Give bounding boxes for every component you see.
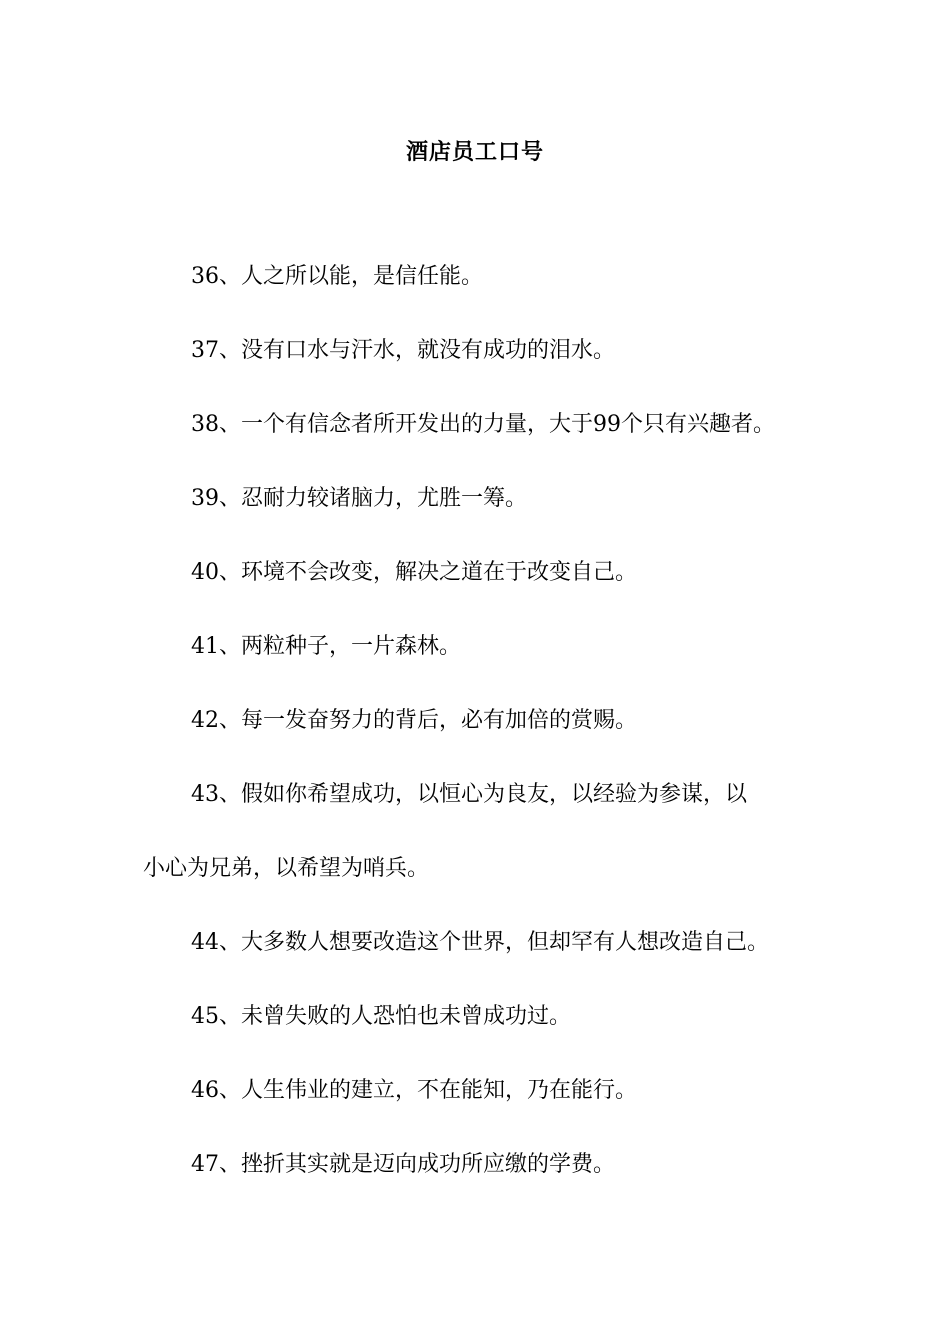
slogan-36: 36、人之所以能，是信任能。 xyxy=(191,264,483,289)
slogan-43-line-1: 43、假如你希望成功，以恒心为良友，以经验为参谋，以 xyxy=(191,782,747,807)
slogan-45: 45、未曾失败的人恐怕也未曾成功过。 xyxy=(191,1004,571,1029)
slogan-42: 42、每一发奋努力的背后，必有加倍的赏赐。 xyxy=(191,708,637,733)
slogan-46: 46、人生伟业的建立，不在能知，乃在能行。 xyxy=(191,1078,637,1103)
slogan-39: 39、忍耐力较诸脑力，尤胜一筹。 xyxy=(191,486,527,511)
slogan-41: 41、两粒种子，一片森林。 xyxy=(191,634,461,659)
slogan-38: 38、一个有信念者所开发出的力量，大于99个只有兴趣者。 xyxy=(191,412,775,437)
page-title: 酒店员工口号 xyxy=(405,139,544,165)
slogan-40: 40、环境不会改变，解决之道在于改变自己。 xyxy=(191,560,637,585)
slogan-43-line-2: 小心为兄弟，以希望为哨兵。 xyxy=(143,856,430,881)
slogan-37: 37、没有口水与汗水，就没有成功的泪水。 xyxy=(191,338,615,363)
slogan-44: 44、大多数人想要改造这个世界，但却罕有人想改造自己。 xyxy=(191,930,769,955)
slogan-47: 47、挫折其实就是迈向成功所应缴的学费。 xyxy=(191,1152,615,1177)
document-body xyxy=(143,258,815,1220)
slogan-43 xyxy=(143,776,815,887)
